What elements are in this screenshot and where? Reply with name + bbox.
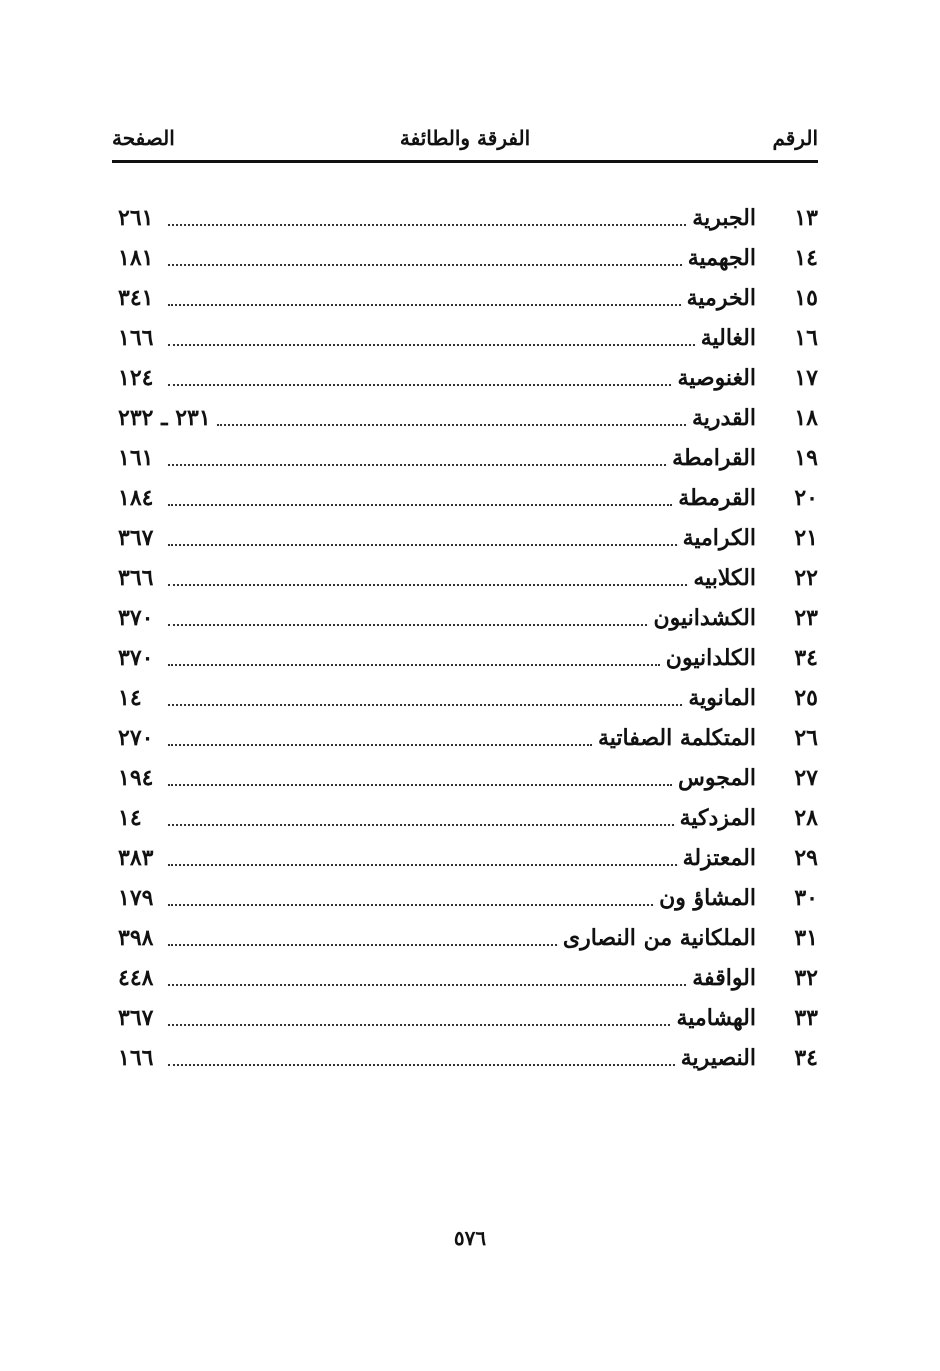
toc-row bbox=[118, 1038, 818, 1078]
entry-name: الخرمية bbox=[686, 285, 756, 311]
leader-dots bbox=[168, 743, 592, 746]
toc-row bbox=[118, 718, 818, 758]
entry-number: ٢٢ bbox=[794, 565, 818, 591]
entry-name: الواقفة bbox=[692, 965, 756, 991]
leader-dots bbox=[168, 503, 672, 506]
entry-name: المزدكية bbox=[679, 805, 756, 831]
entry-name: الهشامية bbox=[676, 1005, 756, 1031]
entry-name: الجهمية bbox=[687, 245, 756, 271]
entry-number: ٣٣ bbox=[794, 1005, 818, 1031]
entry-name: القرامطة bbox=[672, 445, 756, 471]
leader-dots bbox=[168, 1023, 670, 1026]
entry-number: ١٩ bbox=[794, 445, 818, 471]
toc-row bbox=[118, 398, 818, 438]
entry-page: ٤٤٨ bbox=[118, 965, 154, 991]
entry-page: ٣٧٠ bbox=[118, 645, 154, 671]
entry-name: الملكانية من النصارى bbox=[562, 925, 756, 951]
leader-dots bbox=[168, 903, 653, 906]
entry-number: ٢٥ bbox=[794, 685, 818, 711]
header-divider bbox=[112, 160, 818, 163]
entry-number: ٣٤ bbox=[794, 645, 818, 671]
entry-page: ١٧٩ bbox=[118, 885, 154, 911]
entry-number: ١٤ bbox=[794, 245, 818, 271]
leader-dots bbox=[168, 623, 647, 626]
entry-number: ١٨ bbox=[794, 405, 818, 431]
entry-number: ١٦ bbox=[794, 325, 818, 351]
toc-list bbox=[118, 198, 818, 1078]
entry-number: ١٣ bbox=[794, 205, 818, 231]
leader-dots bbox=[168, 783, 672, 786]
entry-page: ١٨١ bbox=[118, 245, 154, 271]
leader-dots bbox=[168, 223, 686, 226]
toc-row bbox=[118, 838, 818, 878]
entry-page: ٢٦١ bbox=[118, 205, 154, 231]
toc-row bbox=[118, 878, 818, 918]
entry-name: الجبرية bbox=[692, 205, 756, 231]
leader-dots bbox=[168, 703, 682, 706]
entry-page: ٣٧٠ bbox=[118, 605, 154, 631]
entry-page: ٣٦٦ bbox=[118, 565, 154, 591]
entry-page: ٣٤١ bbox=[118, 285, 154, 311]
entry-page: ٢٣١ ـ ٢٣٢ bbox=[118, 405, 211, 431]
leader-dots bbox=[217, 423, 686, 426]
entry-page: ١٩٤ bbox=[118, 765, 154, 791]
entry-name: القرمطة bbox=[678, 485, 756, 511]
entry-number: ٣٢ bbox=[794, 965, 818, 991]
entry-name: المعتزلة bbox=[682, 845, 756, 871]
toc-row bbox=[118, 758, 818, 798]
toc-row bbox=[118, 198, 818, 238]
entry-number: ٢٣ bbox=[794, 605, 818, 631]
entry-page: ١٦٦ bbox=[118, 325, 154, 351]
leader-dots bbox=[168, 943, 557, 946]
toc-row bbox=[118, 358, 818, 398]
entry-name: القدرية bbox=[691, 405, 756, 431]
entry-name: المتكلمة الصفاتية bbox=[597, 725, 756, 751]
leader-dots bbox=[168, 543, 677, 546]
toc-row bbox=[118, 558, 818, 598]
entry-number: ٢٩ bbox=[794, 845, 818, 871]
entry-name: المجوس bbox=[678, 765, 756, 791]
leader-dots bbox=[168, 263, 682, 266]
entry-number: ٣٤ bbox=[794, 1045, 818, 1071]
entry-page: ١٤ bbox=[118, 685, 142, 711]
leader-dots bbox=[168, 1063, 675, 1066]
entry-page: ٢٧٠ bbox=[118, 725, 154, 751]
entry-page: ١٦١ bbox=[118, 445, 154, 471]
leader-dots bbox=[168, 823, 674, 826]
entry-page: ٣٩٨ bbox=[118, 925, 154, 951]
entry-page: ١٢٤ bbox=[118, 365, 154, 391]
leader-dots bbox=[168, 983, 686, 986]
toc-row bbox=[118, 318, 818, 358]
entry-name: الكرامية bbox=[682, 525, 756, 551]
entry-name: الكشدانيون bbox=[653, 605, 756, 631]
toc-row bbox=[118, 998, 818, 1038]
leader-dots bbox=[168, 583, 687, 586]
entry-name: الكلابيه bbox=[693, 565, 756, 591]
entry-page: ١٤ bbox=[118, 805, 142, 831]
entry-number: ٢١ bbox=[794, 525, 818, 551]
table-header bbox=[112, 118, 818, 158]
leader-dots bbox=[168, 343, 695, 346]
toc-row bbox=[118, 598, 818, 638]
toc-row bbox=[118, 798, 818, 838]
toc-row bbox=[118, 518, 818, 558]
toc-row bbox=[118, 278, 818, 318]
entry-name: الكلدانيون bbox=[665, 645, 756, 671]
toc-row bbox=[118, 438, 818, 478]
toc-row bbox=[118, 918, 818, 958]
entry-page: ١٨٤ bbox=[118, 485, 154, 511]
entry-number: ٢٠ bbox=[794, 485, 818, 511]
entry-page: ٣٦٧ bbox=[118, 525, 154, 551]
entry-page: ٣٦٧ bbox=[118, 1005, 154, 1031]
toc-row bbox=[118, 478, 818, 518]
entry-number: ٣١ bbox=[794, 925, 818, 951]
number-column-header: الرقم bbox=[772, 126, 818, 150]
toc-row bbox=[118, 958, 818, 998]
entry-number: ٢٦ bbox=[794, 725, 818, 751]
page-number: ٥٧٦ bbox=[453, 1226, 487, 1250]
entry-name: الغالية bbox=[700, 325, 756, 351]
entry-name: الغنوصية bbox=[677, 365, 756, 391]
entry-number: ٣٠ bbox=[794, 885, 818, 911]
entry-name: المانوية bbox=[688, 685, 756, 711]
entry-name: المشاؤ ون bbox=[659, 885, 756, 911]
leader-dots bbox=[168, 383, 671, 386]
toc-row bbox=[118, 678, 818, 718]
entry-number: ٢٨ bbox=[794, 805, 818, 831]
toc-row bbox=[118, 638, 818, 678]
page-column-header: الصفحة bbox=[112, 126, 175, 150]
entry-number: ١٥ bbox=[794, 285, 818, 311]
leader-dots bbox=[168, 463, 666, 466]
toc-row bbox=[118, 238, 818, 278]
entry-page: ٣٨٣ bbox=[118, 845, 154, 871]
leader-dots bbox=[168, 303, 681, 306]
leader-dots bbox=[168, 663, 660, 666]
name-column-header: الفرقة والطائفة bbox=[399, 126, 531, 150]
entry-number: ٢٧ bbox=[794, 765, 818, 791]
entry-number: ١٧ bbox=[794, 365, 818, 391]
entry-name: النصيرية bbox=[680, 1045, 756, 1071]
leader-dots bbox=[168, 863, 677, 866]
entry-page: ١٦٦ bbox=[118, 1045, 154, 1071]
